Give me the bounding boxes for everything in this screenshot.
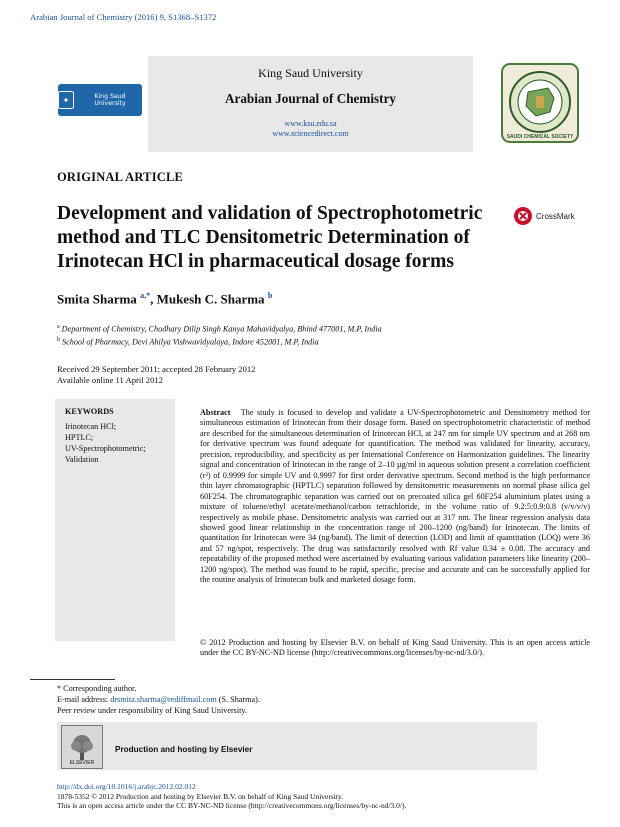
author-affil-mark[interactable]: b (267, 291, 273, 300)
crossmark-icon (513, 206, 533, 226)
open-access-line: This is an open access article under the CC BY-NC-ND license (http://creativecommons.org/licenses/by-nc-nd/3.0/). (57, 801, 407, 810)
abstract-license: © 2012 Production and hosting by Elsevier B.V. on behalf of King Saud University. This is an open access article under the CC BY-NC-ND license (http://creativecommons.org/licenses/by-nc-nd/3.0/). (200, 638, 590, 658)
article-title: Development and validation of Spectrophotometric method and TLC Densitometric Determination of Irinotecan HCl in pharmaceutical dosage forms (57, 203, 483, 272)
journal-name: Arabian Journal of Chemistry (224, 91, 397, 106)
keyword-item: HPTLC; (65, 433, 94, 442)
journal-header (30, 56, 590, 152)
keywords-list (65, 421, 146, 465)
abstract-text: The study is focused to develop and validate a UV-Spectrophotometric and Densitometry method for simultaneous estimation of Irinotecan from their dosage form. Based on spectrophotometric characteristic of method are described for the simultaneous determination of Irinotecan HCl, at 247 nm for simple UV spectrum and at 268 nm for derivative spectrum was found adequate for quantification. The method was validated for linearity, accuracy, precision, reproducibility, and specificity as per International Conference on Harmonization guidelines. The linearity signal and concentration of Irinotecan in the range of 2–10 µg/ml in aqueous solution present a correlation coefficient (r²) of 0.9999 for simple UV and 0.9997 for first order derivative spectrum. Second method is the high performance thin layer chromatographic (HPTLC) separation followed by densitometric measurements on normal phase silica gel 60F254. The chromatographic separation was carried out on precoated silica gel 60F254 aluminium plates using a mixture of toluene/ethyl acetate/methanol/carbon tetrachloride, in the volume ratio of 9.2:5:0.9:0.8 (v/v/v/v) respectively as mobile phase. Densitometric analysis was carried out at 317 nm. The linear regression analysis data showed good linear relationship in the concentration range of 200–1200 (ng/band) for Irinotecan. The limits of quantitation for Irinotecan were 34 (ng/band). The limit of detection (LOD) and limit of quantitation (LOQ) were 36 and 57 ng/spot, respectively. The drug was satisfactorily resolved with Rf value 0.34 ± 0.08. The accuracy and repeatability of the proposed method were ascertained by evaluating various validation parameters like linearity (200–1200 ng/spot). The method was found to be rapid, specific, precise and accurate and can be successfully applied for the routine analysis of Irinotecan bulk and marketed dosage form. (200, 408, 590, 585)
copyright-line: 1878-5352 © 2012 Production and hosting by Elsevier B.V. on behalf of King Saud University. (57, 791, 344, 801)
ksu-url[interactable]: www.ksu.edu.sa (284, 119, 337, 128)
university-name: King Saud University (258, 66, 363, 80)
footnotes (57, 684, 260, 716)
corresponding-author-note: * Corresponding author. (57, 684, 137, 693)
author-name: Mukesh C. Sharma (156, 291, 265, 307)
online-date: Available online 11 April 2012 (57, 374, 163, 385)
elsevier-banner (57, 722, 537, 770)
keywords-title: KEYWORDS (65, 407, 114, 416)
ksu-logo (58, 84, 142, 116)
email-link[interactable]: drsmita.sharma@rediffmail.com (110, 694, 217, 704)
author-separator: , (150, 291, 157, 307)
seal-text: SAUDI CHEMICAL SOCIETY (506, 134, 574, 140)
keyword-item: Validation (65, 455, 99, 464)
elsevier-tree-icon (61, 725, 103, 769)
elsevier-hosting-text: Production and hosting by Elsevier (115, 745, 253, 754)
elsevier-tree-graphic (67, 734, 97, 760)
article-type: ORIGINAL ARTICLE (57, 170, 184, 184)
abstract-label: Abstract (200, 408, 231, 417)
keyword-item: UV-Spectrophotometric; (65, 444, 146, 453)
author-affil-mark[interactable]: a,* (140, 291, 151, 300)
keywords-box (55, 399, 175, 641)
elsevier-logo-label: ELSEVIER (69, 760, 95, 766)
header-center (148, 56, 473, 152)
author-list (57, 291, 272, 307)
saudi-chemical-society-seal-icon (500, 62, 580, 144)
received-date: Received 29 September 2011; accepted 28 February 2012 (57, 364, 256, 374)
journal-citation: Arabian Journal of Chemistry (2016) 9, S1368–S1372 (30, 12, 217, 22)
ksu-logo-text: King Saud University (94, 93, 126, 107)
email-note: E-mail address: drsmita.sharma@rediffmail.com (S. Sharma). (57, 694, 260, 704)
affiliation-item: $^a$ Department of Chemistry, Chodhary Dilip Singh Kanya Mahavidyalya, Bhind 477001, M.P, India (57, 324, 382, 334)
footnote-divider (30, 679, 115, 680)
abstract (200, 408, 590, 586)
palm-emblem-icon: ✦ (58, 91, 74, 109)
peer-review-note: Peer review under responsibility of King Saud University. (57, 705, 248, 715)
keyword-item: Irinotecan HCl; (65, 422, 117, 431)
crossmark-label: CrossMark (536, 211, 575, 221)
doi-link[interactable]: http://dx.doi.org/10.1016/j.arabjc.2012.02.012 (57, 782, 196, 791)
affiliation-item: $^b$ School of Pharmacy, Devi Ahilya Vishwavidyalaya, Indore 452001, M.P, India (57, 337, 319, 347)
author-name: Smita Sharma (57, 291, 137, 307)
page-footer (57, 782, 406, 811)
sciencedirect-url[interactable]: www.sciencedirect.com (272, 129, 349, 138)
article-dates (57, 364, 255, 385)
affiliations (57, 322, 382, 348)
crossmark-badge[interactable] (513, 206, 575, 226)
